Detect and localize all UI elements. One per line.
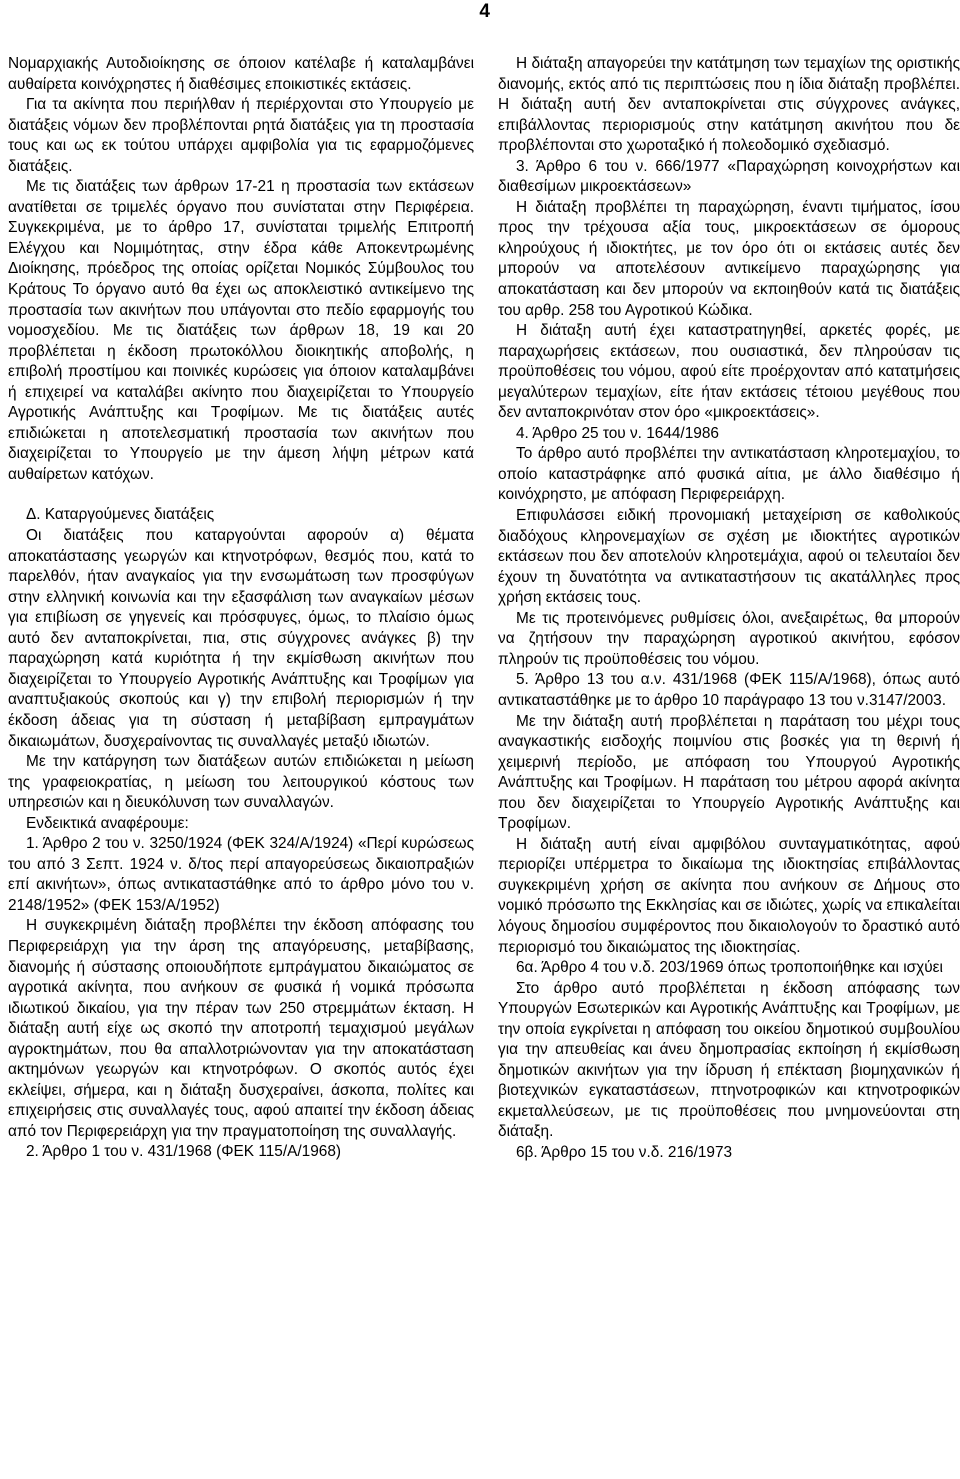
paragraph: Με την διάταξη αυτή προβλέπεται η παράταση του μέχρι τους αναγκαστικής εισδοχής ποιμνίου στις βοσκές για τη θερινή ή χειμερινή περίοδο, με απόφαση του Υπουργού Αγροτικής Ανάπτυξης και Τροφίμων. Η παράταση του μέτρου αφορά ακίνητα που δεν διαχειρίζεται το Υπουργείο Αγροτικής Ανάπτυξης και Τροφίμων. xyxy=(498,712,960,833)
paragraph: Ενδεικτικά αναφέρουμε: xyxy=(26,814,189,832)
paragraph: Με την κατάργηση των διατάξεων αυτών επιδιώκεται η μείωση της γραφειοκρατίας, η μείωση του λειτουργικού κόστους των υπηρεσιών και η διευκόλυνση των συναλλαγών. xyxy=(8,753,474,812)
paragraph: Η διάταξη προβλέπει τη παραχώρηση, έναντι τιμήματος, ίσου προς την τρέχουσα αξία τους, μικροεκτάσεων σε όμορους κληρούχους ή ιδιοκτήτες, με τον όρο ότι οι εκτάσεις αυτές δεν μπορούν να αποτελέσουν αντικείμενο παραχώρησης για αποκατάσταση και δεν μπορούν να εκποιηθούν κατά τις διατάξεις του αρθρ. 258 του Αγροτικού Κώδικα. xyxy=(498,198,960,319)
page-number: 4 xyxy=(479,1,490,22)
paragraph: Με τις προτεινόμενες ρυθμίσεις όλοι, ανεξαιρέτως, θα μπορούν να ζητήσουν την παραχώρηση αγροτικού ακινήτου, εφόσον πληρούν τις προϋποθέσεις του νόμου. xyxy=(498,609,960,668)
paragraph: 6α. Άρθρο 4 του ν.δ. 203/1969 όπως τροποποιήθηκε και ισχύει xyxy=(516,959,943,977)
paragraph: 5. Άρθρο 13 του α.ν. 431/1968 (ΦΕΚ 115/Α/1968), όπως αυτό αντικαταστάθηκε με το άρθρο 10 παράγραφο 13 του ν.3147/2003. xyxy=(498,671,960,709)
paragraph: 3. Άρθρο 6 του ν. 666/1977 «Παραχώρηση κοινοχρήστων και διαθεσίμων μικροεκτάσεων» xyxy=(498,157,960,196)
right-column xyxy=(498,54,960,1164)
paragraph: 6β. Άρθρο 15 του ν.δ. 216/1973 xyxy=(516,1143,733,1161)
paragraph: 2. Άρθρο 1 του ν. 431/1968 (ΦΕΚ 115/Α/1968) xyxy=(26,1143,342,1161)
section-heading: Δ. Καταργούμενες διατάξεις xyxy=(26,506,215,524)
paragraph: 1. Άρθρο 2 του ν. 3250/1924 (ΦΕΚ 324/Α/1924) «Περί κυρώσεως του από 3 Σεπτ. 1924 ν. δ/τος περί απαγορεύσεως δικαιοπραξιών επί ακινήτων», όπως αντικαταστάθηκε από το άρθρο μόνο του ν. 2148/1952» (ΦΕΚ 153/Α/1952) xyxy=(8,835,474,914)
paragraph: Οι διατάξεις που καταργούνται αφορούν α) θέματα αποκατάστασης γεωργών και κτηνοτρόφων, θεσμός που, κατά το παρελθόν, ήταν αναγκαίος για την ενσωμάτωση των προσφύγων στην ελληνική κοινωνία και την εξασφάλιση των αναγκαίων μέσων για επιβίωση σε γηγενείς και πρόσφυγες, όμως, το πλαίσιο όμως αυτό δεν ανταποκρίνεται, πια, στις σύγχρονες ανάγκες β) την παραχώρηση κατά κυριότητα ή την εκμίσθωση ακινήτων που διαχειρίζεται το Υπουργείο Αγροτικής Ανάπτυξης και Τροφίμων για αναπτυξιακούς σκοπούς και γ) την επιβολή περιορισμών ή την έκδοση άδειας για τη σύσταση ή μεταβίβαση εμπραγμάτων δικαιωμάτων, δυσχεραίνοντας τις συναλλαγές μεταξύ ιδιωτών. xyxy=(8,527,474,750)
paragraph: 4. Άρθρο 25 του ν. 1644/1986 xyxy=(516,424,719,442)
left-column xyxy=(8,54,474,1163)
paragraph: Η συγκεκριμένη διάταξη προβλέπει την έκδοση απόφασης του Περιφερειάρχη για την άρση της απαγόρευσης, μεταβίβασης, διανομής ή σύστασης οποιουδήποτε εμπράγματου δικαιώματος σε αγροτικά ακίνητα, που ανήκουν σε φυσικά ή νομικά πρόσωπα ιδιωτικού δικαίου, για την πέραν των 250 στρεμμάτων έκταση. Η διάταξη αυτή είχε ως σκοπό την αποτροπή τεμαχισμού μεγάλων αγροκτημάτων, που θα απαλλοτριώνονταν για την αποκατάσταση ακτημόνων γεωργών και κτηνοτρόφων. Ο σκοπός αυτός έχει εκλείψει, σήμερα, και η διάταξη δυσχεραίνει, άσκοπα, πολίτες και επιχειρήσεις στις συναλλαγές τους, αφού απαιτεί την έκδοση άδειας από τον Περιφερειάρχη για την πραγματοποίηση της συναλλαγής. xyxy=(8,917,474,1140)
paragraph: Το άρθρο αυτό προβλέπει την αντικατάσταση κληροτεμαχίου, το οποίο καταστράφηκε από φυσικά αίτια, με άλλο διαθέσιμο ή κοινόχρηστο, με απόφαση Περιφερειάρχη. xyxy=(498,445,960,504)
paragraph: Η διάταξη απαγορεύει την κατάτμηση των τεμαχίων της οριστικής διανομής, εκτός από τις περιπτώσεις που η ίδια διάταξη προβλέπει. Η διάταξη αυτή δεν ανταποκρίνεται στις σύγχρονες ανάγκες, επιβάλλοντας περιορισμούς στην κατάτμηση ακινήτου που δε προβλέπονται στο χωροταξικό ή πολεοδομικό σχεδιασμό. xyxy=(498,55,960,155)
paragraph: Στο άρθρο αυτό προβλέπεται η έκδοση απόφασης των Υπουργών Εσωτερικών και Αγροτικής Ανάπτυξης και Τροφίμων, με την οποία εγκρίνεται η απόφαση του οικείου δημοτικού συμβουλίου για την απευθείας και άνευ δημοπρασίας εκποίηση ή εκμίσθωση δημοτικών ακινήτων για την ίδρυση ή επέκταση βιομηχανικών ή βιοτεχνικών εγκαταστάσεων, πτηνοτροφικών και κτηνοτροφικών εκμεταλλεύσεων, με τις προϋποθέσεις που μνημονεύονται στη διάταξη. xyxy=(498,979,960,1141)
paragraph: Με τις διατάξεις των άρθρων 17-21 η προστασία των εκτάσεων ανατίθεται σε τριμελές όργανο που συνίσταται στην Περιφέρεια. Συγκεκριμένα, με το άρθρο 17, συνίσταται τριμελής Επιτροπή Ελέγχου και Νομιμότητας, στην έδρα κάθε Αποκεντρωμένης Διοίκησης, πρόεδρος της οποίας ορίζεται Νομικός Σύμβουλος του Κράτους Το όργανο αυτό θα έχει ως αποκλειστικό αντικείμενο της προστασία των ακινήτων που υπάγονται στο πεδίο εφαρμογής του νομοσχεδίου. Με τις διατάξεις των άρθρων 18, 19 και 20 προβλέπεται η έκδοση πρωτοκόλλου διοικητικής αποβολής, η επιβολή προστίμου και ποινικές κυρώσεις για όποιον καταλαμβάνει ή επιχειρεί να καταλάβει ακίνητο που διαχειρίζεται το Υπουργείο Αγροτικής Ανάπτυξης και Τροφίμων. Με τις διατάξεις αυτές επιδιώκεται η αποτελεσματική προστασία των ακινήτων που διαχειρίζεται το Υπουργείο με την άμεση λήψη μέτρων κατά αυθαίρετων κατόχων. xyxy=(8,178,474,483)
paragraph: Η διάταξη αυτή έχει καταστρατηγηθεί, αρκετές φορές, με παραχωρήσεις εκτάσεων, που ουσιαστικά, δεν πληρούσαν τις προϋποθέσεις του νόμου, αφού είτε προέρχονταν από κατατμήσεις μεγαλύτερων τεμαχίων, είτε ήταν εκτάσεις τέτοιου μεγέθους που δεν ανταποκρινόταν στον όρο «μικροεκτάσεις». xyxy=(498,322,960,422)
paragraph: Νομαρχιακής Αυτοδιοίκησης σε όποιον κατέλαβε ή καταλαμβάνει αυθαίρετα κοινόχρηστες ή διαθέσιμες εποικιστικές εκτάσεις. xyxy=(8,55,474,93)
paragraph: Για τα ακίνητα που περιήλθαν ή περιέρχονται στο Υπουργείο με διατάξεις νόμων δεν προβλέπονται ρητά διατάξεις για τη προστασία τους και ως εκ τούτου υπάρχει αμφιβολία για τις εφαρμοζόμενες διατάξεις. xyxy=(8,96,474,175)
paragraph: Η διάταξη αυτή είναι αμφιβόλου συνταγματικότητας, αφού περιορίζει υπέρμετρα το δικαίωμα της ιδιοκτησίας επιβάλλοντας συγκεκριμένη χρήση σε ακίνητα που ανήκουν σε Δήμους στο νομικό πρόσωπο της Εκκλησίας και σε ιδιώτες, χωρίς να επικαλείται λόγους δημοσίου συμφέροντος που δικαιολογούν το δραστικό αυτό περιορισμό του δικαιώματος της ιδιοκτησίας. xyxy=(498,835,960,956)
paragraph: Επιφυλάσσει ειδική προνομιακή μεταχείριση σε καθολικούς διαδόχους κληρονεμαχίων σε σχέση με ιδιοκτήτες αγροτικών εκτάσεων που δεν αποτελούν κληροτεμάχια, αφού οι τελευταίοι δεν έχουν τη δυνατότητα να αντικαταστήσουν τις ακατάλληλες προς χρήση εκτάσεις τους. xyxy=(498,507,960,607)
